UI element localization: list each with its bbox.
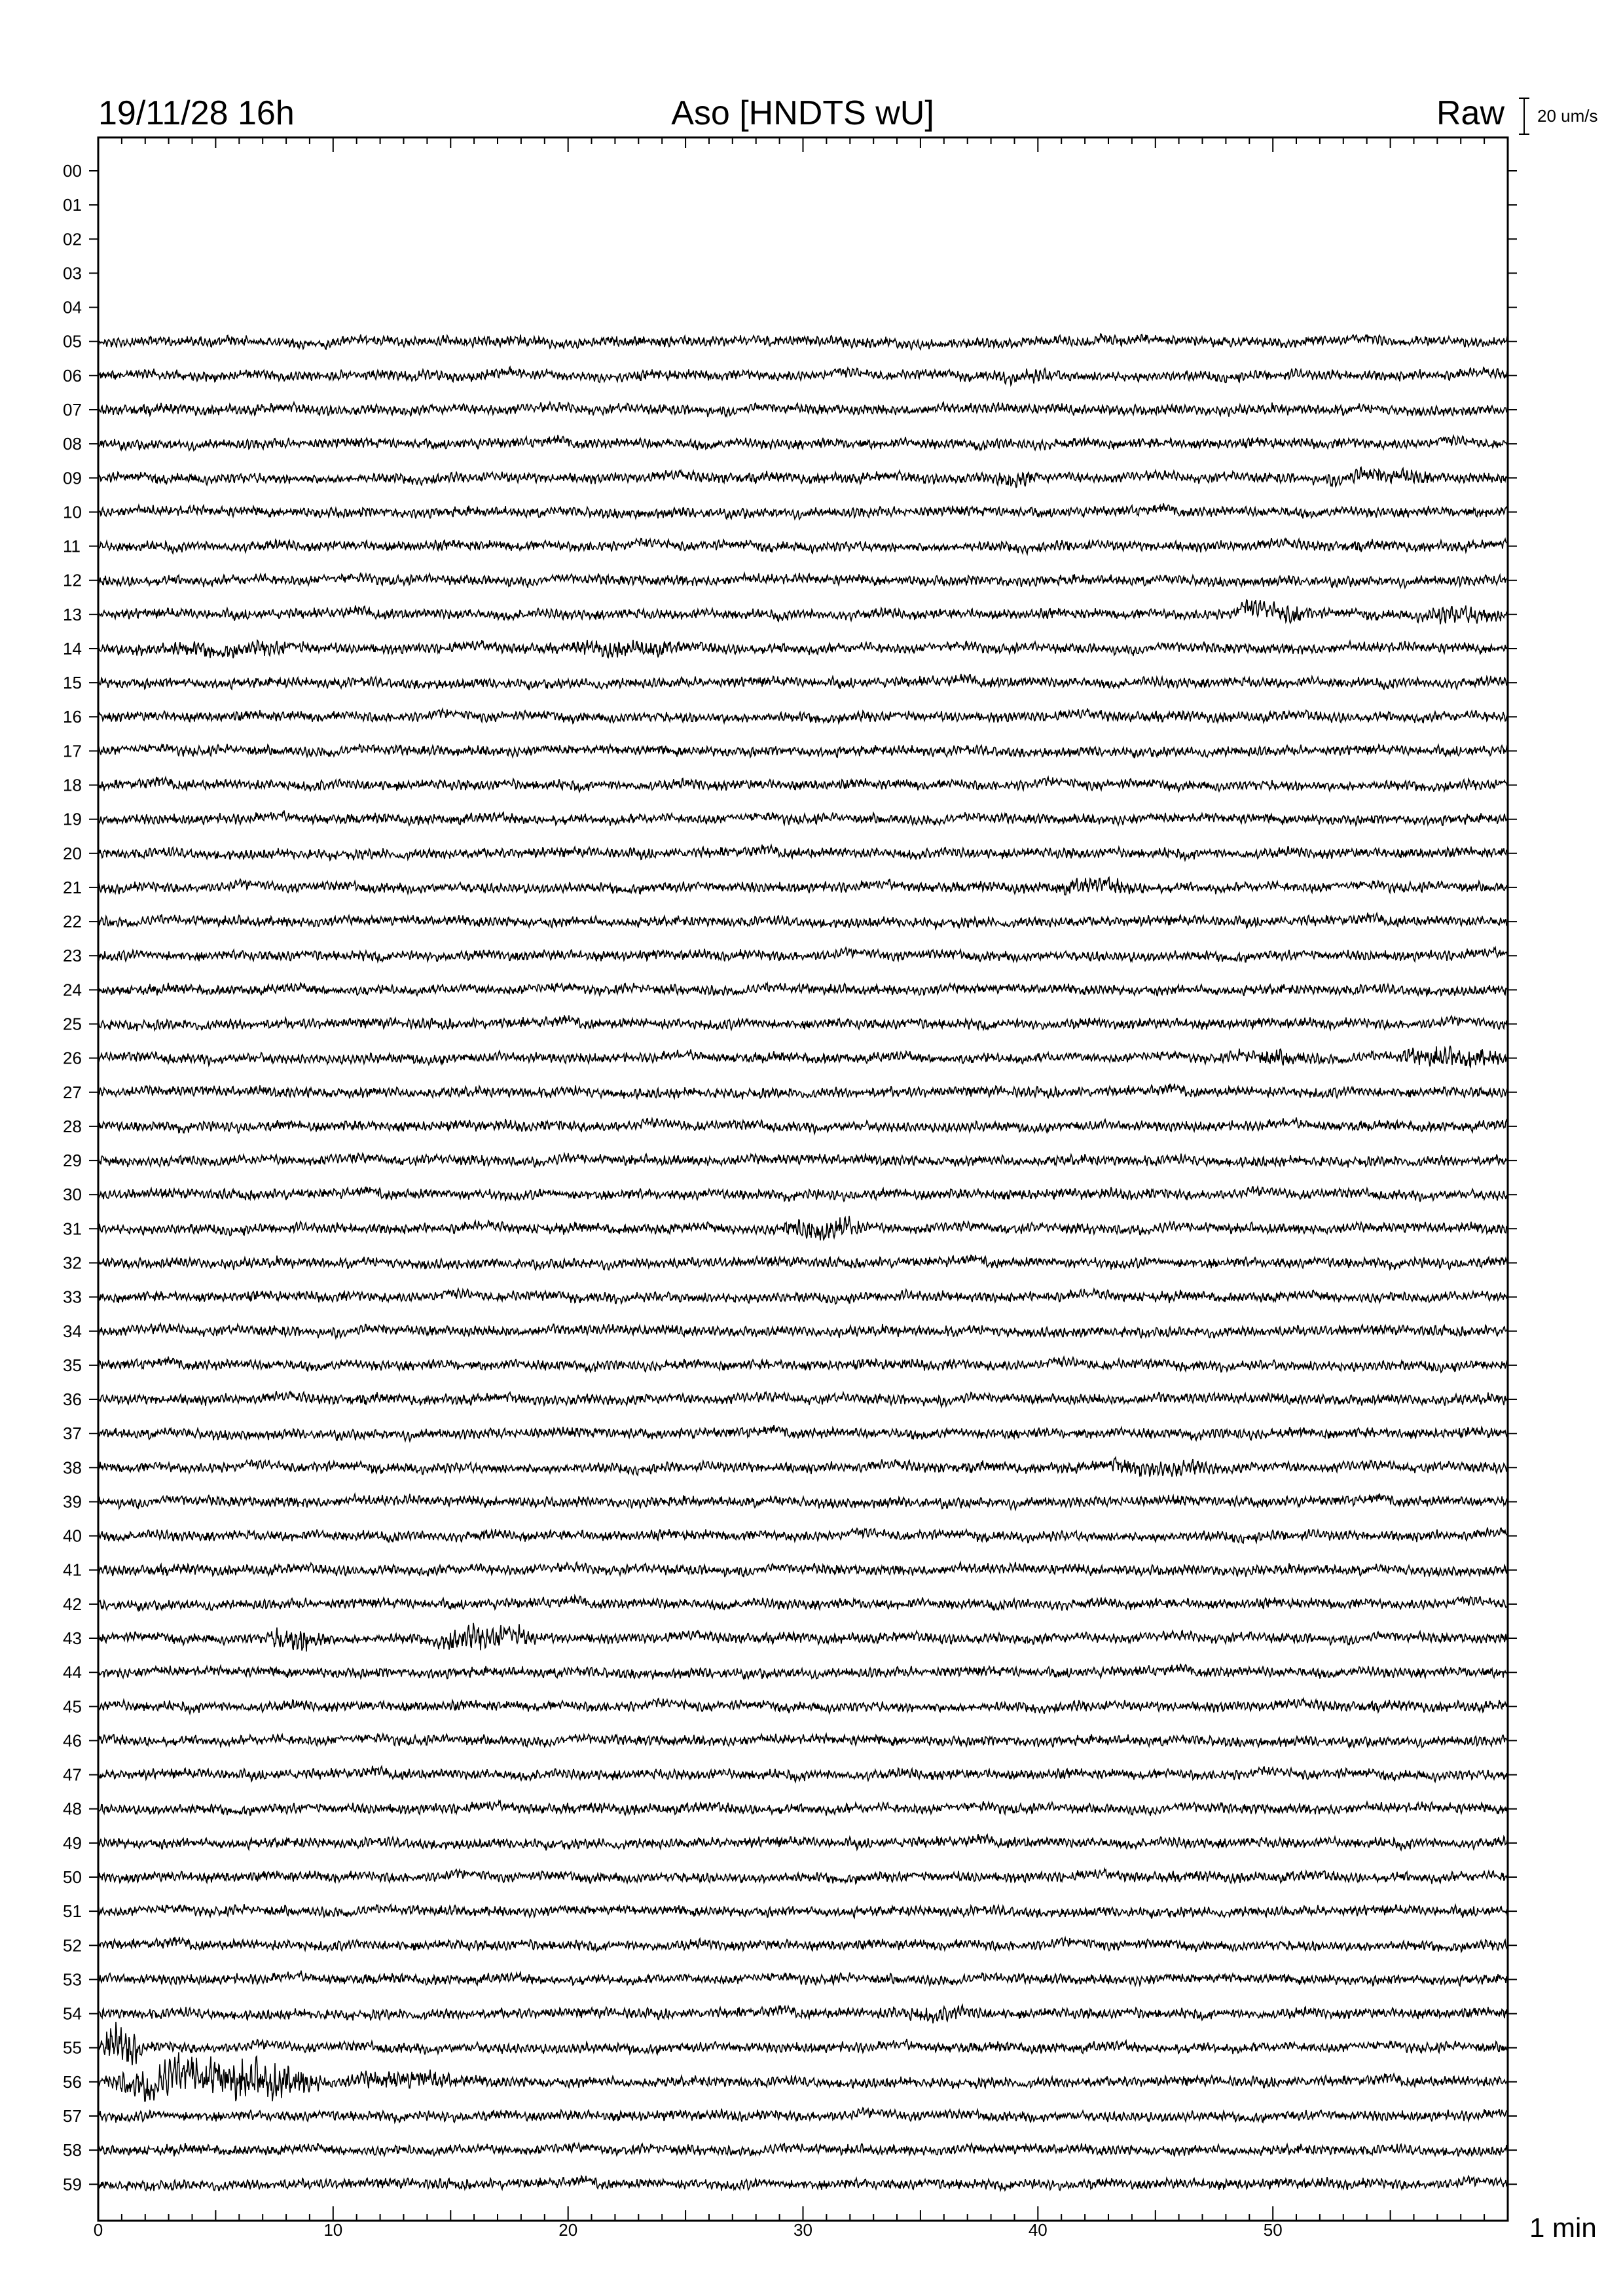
- row-label-43: 43: [63, 1628, 82, 1648]
- trace-row-20: [98, 845, 1508, 861]
- x-axis-unit-label: 1 min: [1529, 2212, 1597, 2243]
- trace-row-39: [98, 1494, 1508, 1510]
- row-label-36: 36: [63, 1390, 82, 1409]
- trace-row-26: [98, 1046, 1508, 1067]
- row-label-41: 41: [63, 1560, 82, 1580]
- trace-row-48: [98, 1801, 1508, 1816]
- row-label-53: 53: [63, 1969, 82, 1990]
- trace-row-31: [98, 1216, 1508, 1240]
- trace-row-58: [98, 2143, 1508, 2157]
- trace-row-37: [98, 1425, 1508, 1441]
- row-label-19: 19: [63, 809, 82, 829]
- x-tick-label-30: 30: [793, 2220, 812, 2240]
- trace-row-18: [98, 777, 1508, 792]
- x-tick-label-10: 10: [323, 2220, 343, 2240]
- row-label-58: 58: [63, 2140, 82, 2161]
- row-label-17: 17: [63, 741, 82, 761]
- row-label-32: 32: [63, 1253, 82, 1273]
- row-label-07: 07: [63, 400, 82, 420]
- row-label-34: 34: [63, 1321, 82, 1341]
- trace-row-08: [98, 435, 1508, 451]
- row-label-01: 01: [63, 195, 82, 215]
- row-label-21: 21: [63, 877, 82, 897]
- trace-row-05: [98, 334, 1508, 350]
- row-label-50: 50: [63, 1867, 82, 1887]
- row-label-26: 26: [63, 1048, 82, 1068]
- trace-row-46: [98, 1734, 1508, 1748]
- trace-row-33: [98, 1289, 1508, 1304]
- trace-row-24: [98, 983, 1508, 996]
- row-label-51: 51: [63, 1901, 82, 1922]
- trace-row-16: [98, 708, 1508, 723]
- trace-row-12: [98, 573, 1508, 588]
- row-label-20: 20: [63, 843, 82, 863]
- row-label-24: 24: [63, 980, 82, 1000]
- trace-row-19: [98, 810, 1508, 825]
- x-axis: [94, 2220, 1283, 2240]
- trace-row-38: [98, 1458, 1508, 1477]
- trace-row-57: [98, 2108, 1508, 2123]
- trace-row-36: [98, 1391, 1508, 1407]
- row-label-22: 22: [63, 912, 82, 932]
- trace-row-44: [98, 1664, 1508, 1679]
- row-label-25: 25: [63, 1014, 82, 1034]
- row-label-10: 10: [63, 502, 82, 522]
- trace-row-40: [98, 1528, 1508, 1543]
- row-label-44: 44: [63, 1662, 82, 1683]
- trace-row-30: [98, 1187, 1508, 1202]
- trace-row-21: [98, 877, 1508, 895]
- trace-row-13: [98, 600, 1508, 624]
- x-tick-label-0: 0: [93, 2220, 103, 2240]
- trace-row-15: [98, 674, 1508, 691]
- trace-row-34: [98, 1324, 1508, 1338]
- trace-row-11: [98, 538, 1508, 554]
- row-label-57: 57: [63, 2106, 82, 2126]
- row-label-28: 28: [63, 1116, 82, 1136]
- x-tick-label-50: 50: [1263, 2220, 1283, 2240]
- row-label-13: 13: [63, 604, 82, 624]
- trace-row-10: [98, 503, 1508, 519]
- datetime-label: 19/11/28 16h: [98, 94, 295, 132]
- trace-row-07: [98, 403, 1508, 418]
- station-title: Aso [HNDTS wU]: [671, 94, 934, 132]
- row-label-18: 18: [63, 775, 82, 795]
- row-label-54: 54: [63, 2003, 82, 2024]
- trace-row-29: [98, 1153, 1508, 1168]
- row-label-15: 15: [63, 673, 82, 693]
- trace-row-56: [98, 2052, 1508, 2101]
- trace-row-49: [98, 1834, 1508, 1850]
- row-label-35: 35: [63, 1355, 82, 1375]
- row-label-31: 31: [63, 1219, 82, 1239]
- row-label-33: 33: [63, 1287, 82, 1307]
- row-label-52: 52: [63, 1935, 82, 1956]
- trace-row-28: [98, 1117, 1508, 1134]
- row-label-47: 47: [63, 1765, 82, 1785]
- trace-row-14: [98, 640, 1508, 658]
- trace-row-09: [98, 467, 1508, 488]
- seismic-traces: [98, 334, 1508, 2191]
- row-label-04: 04: [63, 297, 82, 317]
- row-label-12: 12: [63, 570, 82, 590]
- trace-row-06: [98, 367, 1508, 386]
- mode-label: Raw: [1436, 94, 1504, 132]
- row-label-30: 30: [63, 1185, 82, 1205]
- row-label-56: 56: [63, 2072, 82, 2092]
- row-label-48: 48: [63, 1799, 82, 1819]
- trace-row-53: [98, 1971, 1508, 1986]
- amplitude-scale-bar: [1519, 98, 1529, 134]
- row-label-27: 27: [63, 1082, 82, 1102]
- trace-row-27: [98, 1084, 1508, 1100]
- row-label-05: 05: [63, 331, 82, 351]
- trace-row-51: [98, 1904, 1508, 1918]
- row-label-59: 59: [63, 2174, 82, 2195]
- row-label-37: 37: [63, 1424, 82, 1444]
- trace-row-52: [98, 1937, 1508, 1952]
- trace-row-17: [98, 744, 1508, 759]
- trace-row-45: [98, 1698, 1508, 1714]
- trace-row-43: [98, 1623, 1508, 1652]
- row-label-06: 06: [63, 365, 82, 386]
- trace-row-47: [98, 1766, 1508, 1782]
- row-label-23: 23: [63, 946, 82, 966]
- amplitude-scale-label: 20 um/s: [1537, 106, 1598, 126]
- row-label-02: 02: [63, 229, 82, 249]
- row-label-39: 39: [63, 1492, 82, 1512]
- row-label-14: 14: [63, 639, 82, 658]
- row-label-29: 29: [63, 1151, 82, 1171]
- row-label-55: 55: [63, 2037, 82, 2058]
- trace-row-22: [98, 913, 1508, 929]
- row-label-03: 03: [63, 263, 82, 283]
- trace-row-50: [98, 1869, 1508, 1884]
- trace-row-25: [98, 1015, 1508, 1031]
- row-label-11: 11: [63, 536, 81, 556]
- trace-row-59: [98, 2176, 1508, 2191]
- trace-row-23: [98, 948, 1508, 962]
- trace-row-41: [98, 1562, 1508, 1577]
- x-tick-label-20: 20: [558, 2220, 578, 2240]
- row-label-16: 16: [63, 707, 82, 727]
- trace-row-54: [98, 2005, 1508, 2024]
- row-label-42: 42: [63, 1594, 82, 1614]
- trace-row-55: [98, 2022, 1508, 2065]
- row-label-45: 45: [63, 1696, 82, 1717]
- x-tick-label-40: 40: [1028, 2220, 1048, 2240]
- row-label-49: 49: [63, 1833, 82, 1853]
- row-label-09: 09: [63, 468, 82, 488]
- trace-row-35: [98, 1357, 1508, 1372]
- row-label-40: 40: [63, 1526, 82, 1546]
- row-label-08: 08: [63, 434, 82, 454]
- row-label-00: 00: [63, 161, 82, 181]
- row-label-46: 46: [63, 1731, 82, 1751]
- trace-row-32: [98, 1255, 1508, 1270]
- row-label-38: 38: [63, 1458, 82, 1478]
- trace-row-42: [98, 1596, 1508, 1611]
- row-labels: [63, 161, 98, 2194]
